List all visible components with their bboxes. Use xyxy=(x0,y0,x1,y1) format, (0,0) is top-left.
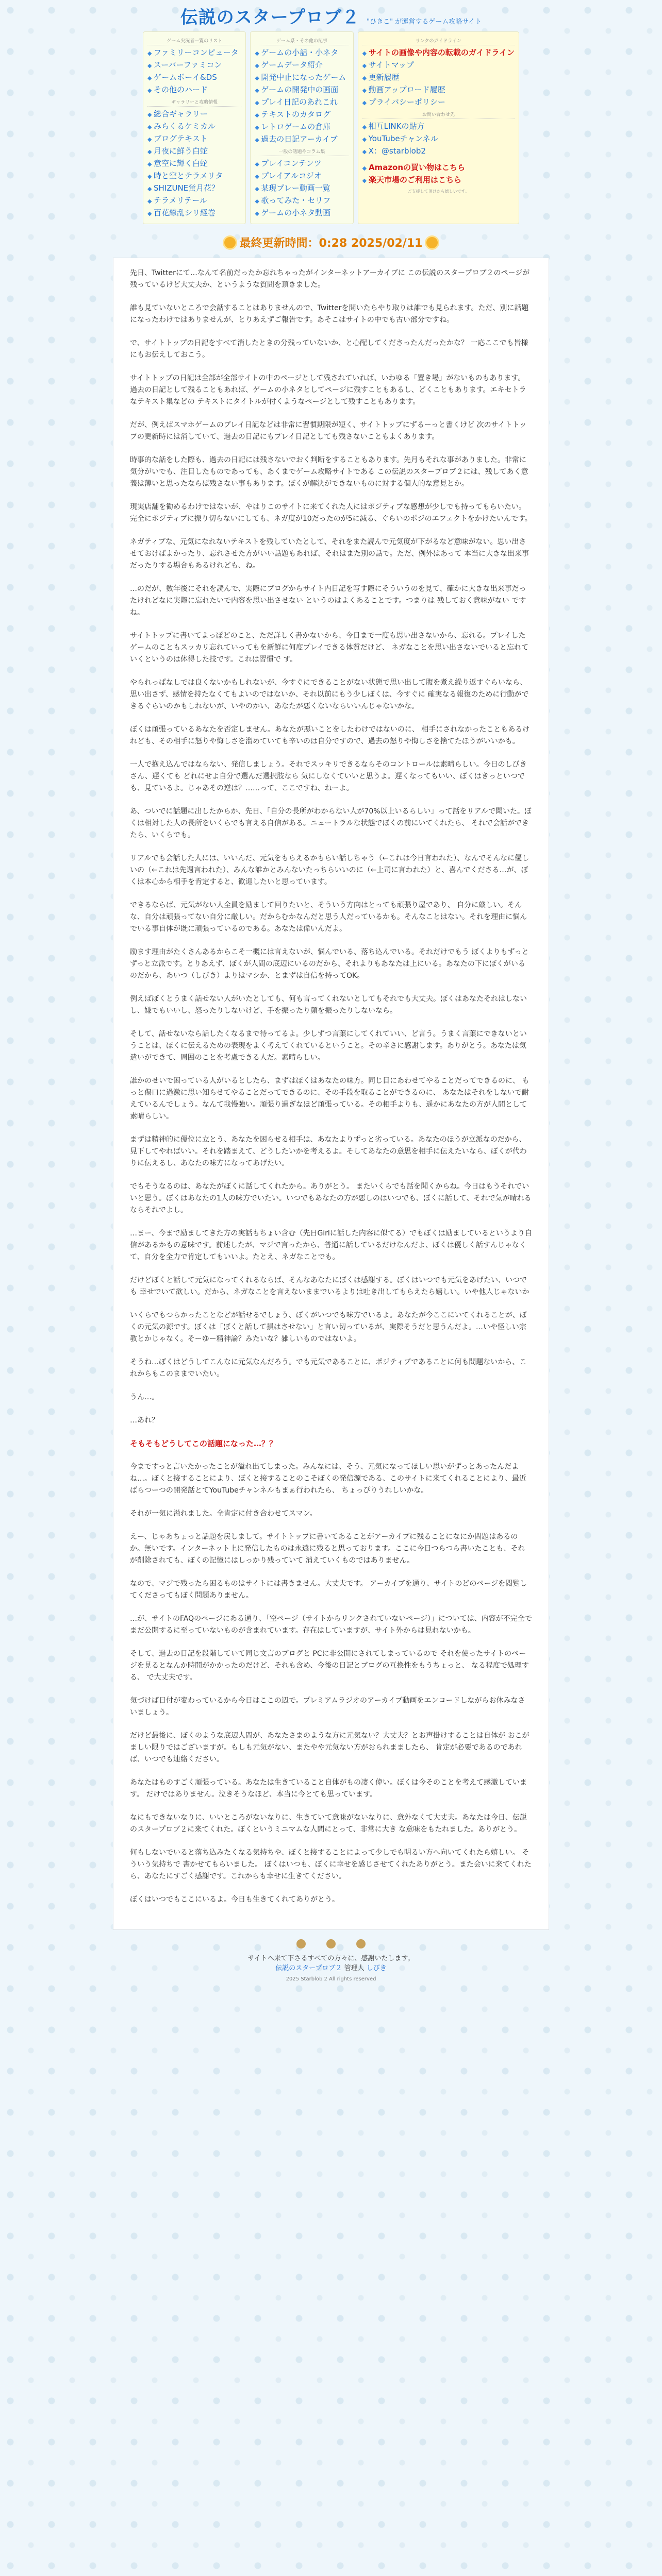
article-paragraph: うん…。 xyxy=(130,1393,159,1401)
article-paragraph: …のだが、数年後にそれを読んで、実際にブログからサイト内日記を写す際にそういうのを見て、確かに大きな出来事だったけれどなに実際に忘れたいで内容を思い出させない というのはよくあることです。つまりは 残しておく意味がない ですね。 xyxy=(130,585,526,617)
rakuten-link[interactable]: ◆ 楽天市場のご利用はこちら xyxy=(362,174,515,187)
nav-list-articles xyxy=(255,47,349,72)
nav-list-gallery xyxy=(147,108,241,219)
article-emphasis-heading: そもそもどうしてこの話題になった…？？ xyxy=(130,1439,277,1448)
article-paragraph: あなたはものすごく頑張っている。あなたは生きていること自体がもの凄く偉い。ぼくは今そのことを考えて感激しています。 だけではありません。泣きそうなほど、本当に今とても思っています。 xyxy=(130,1778,527,1799)
site-tagline: "ひきこ" が運営するゲーム攻略サイト xyxy=(367,18,482,26)
article-paragraph: 何もしないでいると落ち込みたくなる気持ちや、ぼくと接することによって少しでも明るい方へ向いてくれたら嬉しい。 そういう気持ちで 書かせてもらいました。 ぼくはいつも、ぼくに幸せを感じさせてくれたありがとう。また会いに来てくれたら、あなたにすごく感謝です。これからも幸せに生きてください。 xyxy=(130,1849,532,1880)
footer-credit xyxy=(0,1963,662,1973)
nav-heading: リンクのガイドライン xyxy=(362,37,515,45)
nav-heading: ゲーム実況者一覧のリスト xyxy=(147,37,241,45)
nav-link[interactable]: ◆ プライバシーポリシー xyxy=(362,96,515,109)
character-icon xyxy=(326,1939,336,1948)
nav-link[interactable]: ◆ ゲームボーイ&DS xyxy=(147,72,241,84)
article-paragraph: そして、過去の日記を段階していて同じ文言のブログと PCに非公開にされてしまっているので それを使ったサイトのページを見るとなんか時間がかかったのだけど、それも含め、今後の日記とブログの互換性をもうちょっと、 なる程度で処理する、 で大丈夫です。 xyxy=(130,1650,529,1682)
nav-link[interactable]: ◆ みらくるケミカル xyxy=(147,121,241,133)
nav-heading: 一般の話題やコラム集 xyxy=(255,148,349,156)
article-paragraph: そして、話せないなら話したくなるまで待ってるよ。少しずつ言葉にしてくれていい、ど言う。うまく言葉にできないということは、ぼくに伝えるための表現をよく考えてくれているということ。その辛さに感謝します。ありがとう。あなたは気遣いができて、周囲のことを考慮できる人だ。素晴らしい。 xyxy=(130,1030,527,1062)
nav-link[interactable]: ◆ 某現プレー動画一覧 xyxy=(255,182,349,195)
nav-list-contact xyxy=(362,121,515,158)
nav-link[interactable]: ◆ ゲームの小話・小ネタ xyxy=(255,47,349,59)
nav-link[interactable]: ◆ ゲームデータ紹介 xyxy=(255,59,349,72)
nav-link[interactable]: ◆ スーパーファミコン xyxy=(147,59,241,72)
nav-link[interactable]: ◆ プレイ日記のあれこれ xyxy=(255,96,349,109)
nav-link[interactable]: ◆ レトロゲームの倉庫 xyxy=(255,121,349,133)
nav-link[interactable]: ◆ ゲームの開発中の画面 xyxy=(255,84,349,96)
nav-link[interactable]: ◆ プレイアルコジオ xyxy=(255,170,349,182)
article-paragraph: やられっぱなしでは良くないかもしれないが、今すぐにできることがない状態で思い出して腹を煮え繰り返すぐらいなら、思い出さず、感情を持たなくてもよいのではないか、それ以前にもう少しぼくは、今すぐに 確実なる報復のために行動ができるぐらいのかもしれないが、いやのかい、あなたが悪くないならいいんじゃないかな。 xyxy=(130,679,529,710)
article-paragraph: 気づけば日付が変わっているから今日はここの辺で。プレミアムラジオのアーカイブ動画をエンコードしながらお休みなさいましょう。 xyxy=(130,1697,525,1717)
article-paragraph: あ、ついでに話題に出したからか、先日、「自分の長所がわからない人が70%以上いるらしい」って話をリアルで聞いた。ぼくは相対した人の長所をいくらでも言える自信がある。ニュートラルな状態でぼくの前にいてくれたら、 それで会話ができたら、いくらでも。 xyxy=(130,807,532,839)
article-paragraph: まずは精神的に優位に立とう、あなたを困らせる相手は、あなたよりずっと劣っている。あなたのほうが立派なのだから、見下してやればいい。それを踏まえて、どうしたいかを考えるよ。そしてあなたの意思を相手に伝えたいなら、ぼくが代わりに伝えるし、あなたの味方になってあげたい。 xyxy=(130,1136,527,1167)
article-paragraph: できるならば、元気がない人全員を励まして回りたいと、そういう方向はとっても頑張り屋であり、 自分に厳しい。そんな、自分は頑張ってない自分に厳しい。だからむかなんだと思う人だっているかも。そんなことはない。それを理由に悩んでいる事自体が既に頑張っているのである。あなたは偉いんだよ。 xyxy=(130,901,527,933)
nav-link[interactable]: ◆ X：@starblob2 xyxy=(362,145,515,158)
nav-link[interactable]: ◆ その他のハード xyxy=(147,84,241,96)
last-updated xyxy=(0,234,662,250)
copyright: 2025 Starblob 2 All rights reserved xyxy=(286,1976,376,1982)
article-paragraph: だけどぼくと話して元気になってくれるならば、そんなあなたにぼくは感謝する。ぼくはいつでも元気をあげたい、いつでも 幸せでいて欲しい。だから、ネガなことを言えないままでいるよりは吐き出してもらえたら嬉しい。いや他人じゃないか xyxy=(130,1276,529,1296)
article-paragraph: 今まですっと言いたかったことが溢れ出てしまった。みんなには、そう、元気になってほしい思いがずっとあったんだよね…。ぼくと接することにより、ぼくと接することのこそぼくの発信源である、このサイトに来てくれることにより、最近ばらつーつの開発話とてYouTubeチャンネルもまぁ行われたら、 ちょっぴりうれしいかな。 xyxy=(130,1463,527,1495)
nav-column-articles xyxy=(250,31,353,224)
article-paragraph: 先日、Twitterにて…なんて名前だったか忘れちゃったがインターネットアーカイブに この伝説のスタープロブ２のページが残っているけど大丈夫か、というような質問を頂きました。 xyxy=(130,269,530,289)
site-header xyxy=(0,0,662,28)
footer-admin-link[interactable]: しびき xyxy=(366,1964,387,1972)
footer-admin-label: 管理人 xyxy=(344,1964,365,1972)
nav-link[interactable]: ◆ ファミリーコンピュータ xyxy=(147,47,241,59)
nav-link[interactable]: ◆ テラメリテール xyxy=(147,195,241,207)
support-note: ご支援して頂けたら嬉しいです。 xyxy=(407,189,470,194)
nav-link[interactable]: ◆ 総合ギャラリー xyxy=(147,108,241,121)
nav-link[interactable]: ◆ 百花繚乱シリ経巻 xyxy=(147,207,241,219)
nav-link[interactable]: ◆ SHIZUNE蛍月花？ xyxy=(147,182,241,195)
article-paragraph: …まー、今まで励ましてきた方の実話もちょい含む（先日Girlに話した内容に似てる）でもぼくは励ましているというより自信があるかもの意味です。前述したが、マジで言ったから、普通に話しているだけなんだよ、ぼくは優しく話すんじゃなくて、自分を全力で肯定してもいいよ。たとえ、ネガなことでも。 xyxy=(130,1229,532,1261)
last-updated-label: 最終更新時間： xyxy=(239,237,319,250)
nav-link[interactable]: ◆ テキストのカタログ xyxy=(255,109,349,121)
nav-link[interactable]: ◆ 動画アップロード履歴 xyxy=(362,84,515,96)
article-paragraph: それが一気に溢れました。全肯定に付き合わせてスマン。 xyxy=(130,1510,317,1518)
nav-list-archives xyxy=(255,72,349,146)
article-paragraph: サイトトップの日記は全部が全部サイトの中のページとして残されていれば、いわゆる「置き場」がないものもあります。過去の日記として残ることもあれば、ゲームの小ネタとしてページに残すこともあるし、どくこともあります。エキセトラなテキスト集などの テキストにタイトルが付くようなページとして残すこともあります。 xyxy=(130,374,526,406)
site-title[interactable]: 伝説のスタープロブ２ xyxy=(180,7,360,28)
last-updated-value: 0:28 2025/02/11 xyxy=(319,237,423,250)
nav-heading: ギャラリーと攻略情報 xyxy=(147,98,241,107)
article-paragraph: いくらでもつらかったことなどが話せるでしょう、ぼくがいつでも味方でいるよ。あなたが今ここにいてくれることが、ぼくの元気の源です。ぼくは「ぼくと話して損はさせない」と言い切っているが、実際そうだと思うんだよ。…いや怪しい宗教とかじゃなく。そーゆー精神論？みたいな？雑しいものではないよ。 xyxy=(130,1311,527,1343)
character-icon xyxy=(356,1939,366,1948)
nav-link[interactable]: ◆ 月夜に鮮う白蛇 xyxy=(147,145,241,158)
article-paragraph: サイトトップに書いてよっぽどのこと、ただ詳しく書かないから、今日まで一度も思い出さないから、忘れる。プレイしたゲームのこともスッカリ忘れていってもを新鮮に何度プレイできる体質だけど、 ネガなことを思い出さないでいると忘れていくというのは体得した技です。これは習慣で す。 xyxy=(130,632,529,664)
article-paragraph: ぼくは頑張っているあなたを否定しません。あなたが悪いことをしたわけではないのに、 相手にされなかったこともあるけれども、その相手に怒りや悔しさを溜めていても辛いのは自分ですので、過去の怒りや悔しさを捨てたほうがいいかも。 xyxy=(130,725,530,745)
article-paragraph: 一人で抱え込んではならない、発信しましょう。それでスッキリできるならそのコントロールは素晴らしい。今日のしびきさん、遅くても どれにせよ自分で選んだ選択肢なら 気にしなくていいと思うよ。遅くなってもいい、ぼくはきっといつでも、見ているよ。じゃあその逆は？……って、ここですね、ねーよ。 xyxy=(130,760,527,792)
article-paragraph: そうね…ぼくはどうしてこんなに元気なんだろう。でも元気であることに、ポジティブであることに何も問題ないから、これからもこのままでいたい。 xyxy=(130,1358,527,1378)
article-paragraph: でもそうなるのは、あなたがぼくに話してくれたから。ありがとう。 またいくらでも話を聞くからね。今日はもうそれでいいと思う。ぼくはあなたの1人の味方でいたい。いつでもあなたの方が悪しのはいつでも、ぼくに話して、それで気が晴れるならそれでよし。 xyxy=(130,1182,532,1214)
nav-list-site-info xyxy=(362,47,515,109)
article-paragraph: で、サイトトップの日記をすべて消したときの分残っていないか、と心配してくださったんだったかな？ 一応ここでも皆様にもお伝えしておこう。 xyxy=(130,339,528,359)
article-paragraph: 現実店舗を勧めるわけではないが、やはりこのサイトに来てくれた人にはポジティブな感想が少しでも持ってもらいたい。完全にポジティブに振り切らないにしても、ネガ度が10だったのが5に減る、ぐらいのポジのエフェクトをかけたいんです。 xyxy=(130,503,532,523)
footer-icons xyxy=(0,1939,662,1948)
article-paragraph: 誰も見ていないところで会話することはありませんので、Twitterを開いたらやり取りは誰でも見られます。ただ、別に話題になったわけではありませんが、とりあえずご報告です。あそこはサイトの中でも古い部分ですね。 xyxy=(130,304,529,324)
article-paragraph: えー、じゃあちょっと話題を戻しまして。サイトトップに書いてあることがアーカイブに残ることになにか問題はあるのか。無いです。インターネット上に発信したものは永遠に残ると思っております。ここに今日つらつら書いたことも、それが削除されても、ぼくの記憶にはしっかり残っていて 消えていくものではありません。 xyxy=(130,1533,525,1565)
article-paragraph: ぼくはいつでもここにいるよ。今日も生きてくれてありがとう。 xyxy=(130,1895,339,1904)
sun-icon xyxy=(224,237,236,248)
nav-link[interactable]: ◆ YouTubeチャンネル xyxy=(362,133,515,145)
site-footer xyxy=(0,1939,662,1982)
nav-heading: ゲーム系・その他の記事 xyxy=(255,37,349,45)
footer-site-link[interactable]: 伝説のスタープロブ２ xyxy=(275,1964,342,1972)
nav-list-columns xyxy=(255,158,349,219)
main-navigation xyxy=(143,31,519,224)
article-paragraph: 時事的な話をした際も、過去の日記には残さないでおく判断をすることもあります。先月もそれな事がありました。非常に気分がいでも、注目したものであっても、あくまでゲーム攻略サイトである この伝説のスタープロブ２には、残してあく意義は薄いと思ったならば残さない事もあります。ぼくが解決ができないものに対する個人的な意見とか。 xyxy=(130,456,528,488)
footer-thanks: サイトへ来て下さるすべての方々に、感謝いたします。 xyxy=(247,1955,415,1962)
nav-link[interactable]: ◆ プレイコンテンツ xyxy=(255,158,349,170)
nav-link[interactable]: ◆ ブログテキスト xyxy=(147,133,241,145)
article-body xyxy=(113,258,549,1930)
nav-link[interactable]: ◆ 過去の日記アーカイブ xyxy=(255,133,349,146)
nav-link[interactable]: ◆ サイトの画像や内容の転載のガイドライン xyxy=(362,47,515,59)
article-paragraph: なので、マジで残ったら困るものはサイトには書きません。大丈夫です。 アーカイブを通り、サイトのどのページを閲覧してくださってもぼく問題ありません。 xyxy=(130,1580,527,1600)
nav-link[interactable]: ◆ 意空に輝く白蛇 xyxy=(147,158,241,170)
article-paragraph: …が、サイトのFAQのページにある通り、「空ページ（サイトからリンクされていないページ）」については、内容が不完全でまだ公開するに至っていないものが含まれています。存在はしていますが、サイト外からは見れないかも。 xyxy=(130,1615,532,1635)
nav-column-site xyxy=(358,31,519,224)
article-paragraph: ネガティブな、元気になれないテキストを残していたとして、それをまた読んで元気度が下がるなど意味がない。思い出させておけばよかったり、忘れさせた方がいい話題もあれば、それはまた別の話で。ただ、例外はあって 本当に大きな出来事だったりする場合もあるけれども、ね。 xyxy=(130,538,529,570)
nav-link[interactable]: ◆ 更新履歴 xyxy=(362,72,515,84)
nav-column-games xyxy=(143,31,246,224)
article-paragraph: だけど最後に、ぼくのような底辺人間が、あなたさまのような方に元気ない？大丈夫？とお声掛けすることは自体が おこがましい限りではございますが。もしも元気がない、またやや元気ない方がおられまましたら、 肯定が必要であるのであれば、いつでも連絡ください。 xyxy=(130,1732,529,1764)
nav-link[interactable]: ◆ 歌ってみた・セリフ xyxy=(255,195,349,207)
nav-link[interactable]: ◆ 時と空とテラメリタ xyxy=(147,170,241,182)
article-paragraph: なにもできないなりに、いいところがないなりに、生きていて意味がないなりに、意外なくて大丈夫。あなたは今日、伝説のスタープロブ２に来てくれた。ぼくというミニマムな人間にとって、非常に大き な意味をもたれました。ありがとう。 xyxy=(130,1814,527,1834)
article-paragraph: リアルでも会話した人には、いいんだ、元気をもらえるかもらい話しちゃう（←これは今日言われた）、なんでそんなに優しいの（←これは先週言われた）、みんな誰かとみんないたっちらいいのに（←上司に言われた）と、喜んでくださる…が、ぼくは本心から相手を肯定すると、歓迎したいと思っています。 xyxy=(130,854,529,886)
article-paragraph: だが、例えばスマホゲームのプレイ日記などは非常に習慣期限が短く、サイトトップにずるーっと書くけど 次のサイトトップの更新時には消していて、過去の日記にもプレイ日記としても残さないこともよくあります。 xyxy=(130,421,527,441)
article-paragraph: 励ます理由がたくさんあるからこそ一概には言えないが、悩んでいる、落ち込んでいる。それだけでもう ぼくよりもずっとずっと立派です。とりあえず、ぼくが人間の底辺にいるのだから、それよりもあなたは上にいる。あなたの下にぼくがいるのだから、あいつ（しびき）よりはマシか、とまずは自信を持ってOK。 xyxy=(130,948,529,980)
amazon-link[interactable]: ◆ Amazonの買い物はこちら xyxy=(362,162,515,174)
nav-link[interactable]: ◆ 開発中止になったゲーム xyxy=(255,72,349,84)
article-paragraph: 誰かのせいで困っている人がいるとしたら、まずはぼくはあなたの味方。同じ目にあわせてやることだってできるのに、 もっと傷口に過激に思い知らせてやることだってできるのに、その手段を取ることができるのに、 あなたはそれをしないで耐えているんでしょう。なんて我慢強い。頑張り過ぎなほど頑張っている。その相手よりも、遥かにあなたの方が人間として素晴らしい。 xyxy=(130,1077,529,1121)
article-paragraph: 例えばぼくとうまく話せない人がいたとしても、何も言ってくれないとしてもそれでも大丈夫。ぼくはあなたそれはしない し、嫌でもいいし、怒ったりしないけど、手を振ったり顔を振ったりしないなら。 xyxy=(130,995,527,1015)
nav-heading: お問い合わせ先 xyxy=(362,111,515,119)
nav-link[interactable]: ◆ ゲームの小ネタ動画 xyxy=(255,207,349,219)
article-paragraph: …あれ？ xyxy=(130,1416,159,1425)
nav-link[interactable]: ◆ サイトマップ xyxy=(362,59,515,72)
nav-link[interactable]: ◆ 相互LINKの貼方 xyxy=(362,121,515,133)
nav-list-platforms xyxy=(147,47,241,96)
character-icon xyxy=(296,1939,306,1948)
sun-icon xyxy=(426,237,438,248)
